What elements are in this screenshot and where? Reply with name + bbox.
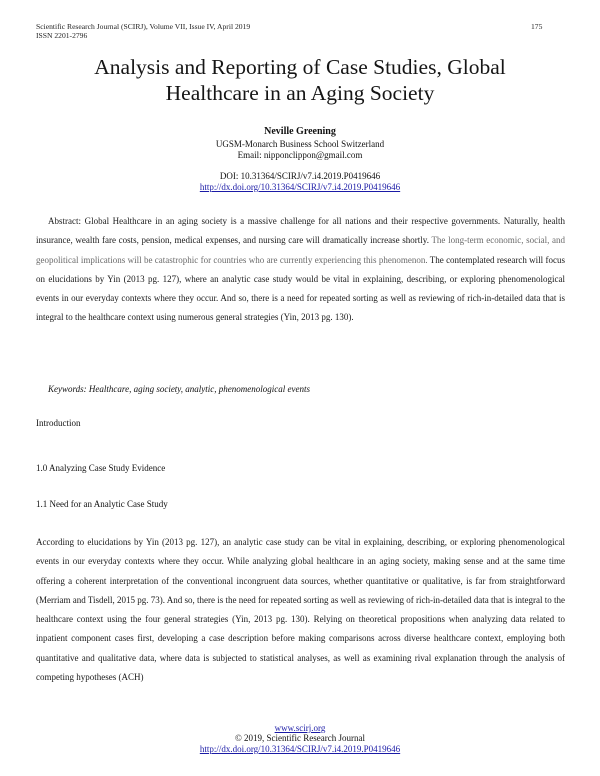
title-line-2: Healthcare in an Aging Society: [165, 81, 435, 105]
footer-doi-link[interactable]: http://dx.doi.org/10.31364/SCIRJ/v7.i4.2019.P0419646: [199, 744, 401, 754]
journal-line: Scientific Research Journal (SCIRJ), Volume VII, Issue IV, April 2019: [36, 22, 251, 31]
footer-copyright: © 2019, Scientific Research Journal: [234, 733, 366, 743]
footer-site-link[interactable]: www.scirj.org: [274, 723, 326, 733]
author-email: Email: nipponclippon@gmail.com: [237, 150, 363, 160]
abstract-part-1: Abstract: Global Healthcare in an aging society is a massive challenge for all nations and their respective governments. Naturally, health insurance, wealth fare costs, pension, medical expenses, and nursing care will dramatically increase shortly.: [36, 216, 565, 246]
title-line-1: Analysis and Reporting of Case Studies, Global: [94, 55, 506, 79]
issn: ISSN 2201-2796: [36, 31, 88, 40]
abstract-part-3: The contemplated research will focus on elucidations by Yin (2013 pg. 127), where an analytic case study would be vital in explaining, describing, or exploring phenomenological events in our everyday contexts where they occur. And so, there is a need for repeated sorting as well as reviewing of rich-in-detailed data that is integral to the healthcare context using numerous general strategies (Yin, 2013 pg. 130).: [36, 254, 565, 323]
body-paragraph: According to elucidations by Yin (2013 pg. 127), an analytic case study can be vital in explaining, describing, or exploring phenomenological events in our everyday contexts where they occur. While analyzing global healthcare in an aging society, making sense and at the same time offering a coherent interpretation of the conventional incongruent data sources, whether quantitative or qualitative, is far from straightforward (Merriam and Tisdell, 2015 pg. 73). And so, there is the need for repeated sorting as well as reviewing of rich-in-detailed data that is integral to the healthcare context using the four general strategies (Yin, 2013 pg. 130). Relying on theoretical propositions when analyzing data related to inpatient component cases first, developing a case description before making comparisons across diverse healthcare context, employing both quantitative and qualitative data, where data is subjected to statistical analyses, as well as examining rival explanation through the analysis of competing hypotheses (ACH): [36, 537, 565, 683]
doi-text: DOI: 10.31364/SCIRJ/v7.i4.2019.P0419646: [219, 171, 381, 181]
keywords: Keywords: Healthcare, aging society, analytic, phenomenological events: [48, 384, 311, 394]
abstract: [36, 212, 565, 328]
author-name: Neville Greening: [264, 126, 336, 137]
heading-1-1: 1.1 Need for an Analytic Case Study: [36, 499, 168, 509]
heading-introduction: Introduction: [36, 418, 81, 428]
paper-title: [40, 54, 560, 106]
page-number: 175: [531, 22, 543, 31]
doi-link[interactable]: http://dx.doi.org/10.31364/SCIRJ/v7.i4.2019.P0419646: [199, 182, 401, 192]
author-affiliation: UGSM-Monarch Business School Switzerland: [215, 139, 385, 149]
heading-1-0: 1.0 Analyzing Case Study Evidence: [36, 463, 166, 473]
abstract-part-2: The long-term economic, social, and geopolitical implications will be catastrophic for countries who are currently experiencing this phenomenon.: [36, 235, 565, 265]
